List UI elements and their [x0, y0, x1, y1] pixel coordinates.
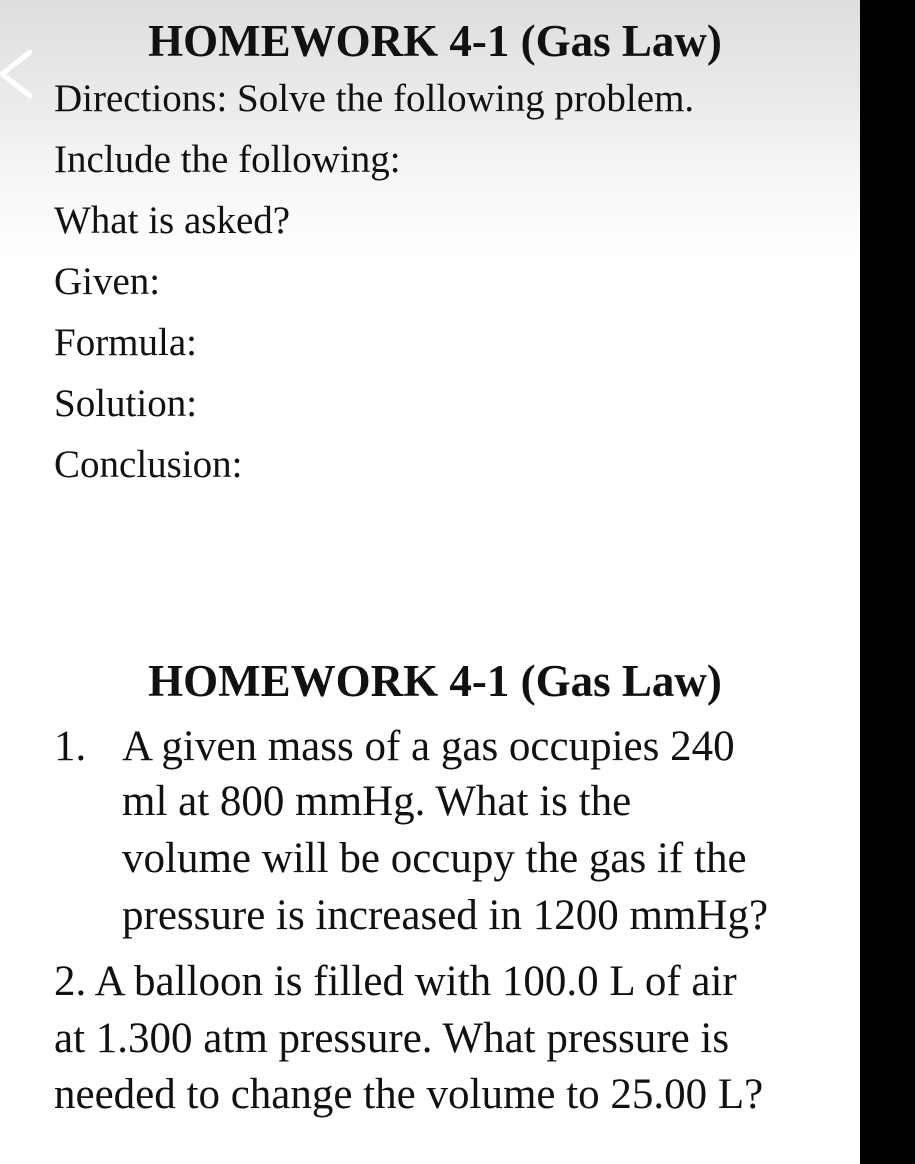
- list-item: What is asked?: [54, 199, 291, 242]
- list-item: Conclusion:: [54, 443, 243, 486]
- problem-2-line: needed to change the volume to 25.00 L?: [54, 1071, 764, 1118]
- list-item: Formula:: [54, 321, 197, 364]
- list-item: Solution:: [54, 382, 198, 425]
- problem-1-line: pressure is increased in 1200 mmHg?: [122, 892, 769, 939]
- problem-number: 1.: [54, 723, 87, 770]
- problem-1-line: ml at 800 mmHg. What is the: [122, 778, 632, 825]
- problem-2-line: 2. A balloon is filled with 100.0 L of air: [54, 958, 737, 1005]
- directions-text: Directions: Solve the following problem.: [54, 77, 695, 120]
- include-text: Include the following:: [54, 138, 401, 181]
- right-frame-edge: [860, 0, 915, 1164]
- section-title: HOMEWORK 4-1 (Gas Law): [148, 656, 722, 706]
- problem-1-line: A given mass of a gas occupies 240: [122, 723, 735, 770]
- page-title: HOMEWORK 4-1 (Gas Law): [148, 16, 722, 66]
- list-item: Given:: [54, 260, 161, 303]
- problem-1-line: volume will be occupy the gas if the: [122, 835, 747, 882]
- problem-2-line: at 1.300 atm pressure. What pressure is: [54, 1015, 730, 1062]
